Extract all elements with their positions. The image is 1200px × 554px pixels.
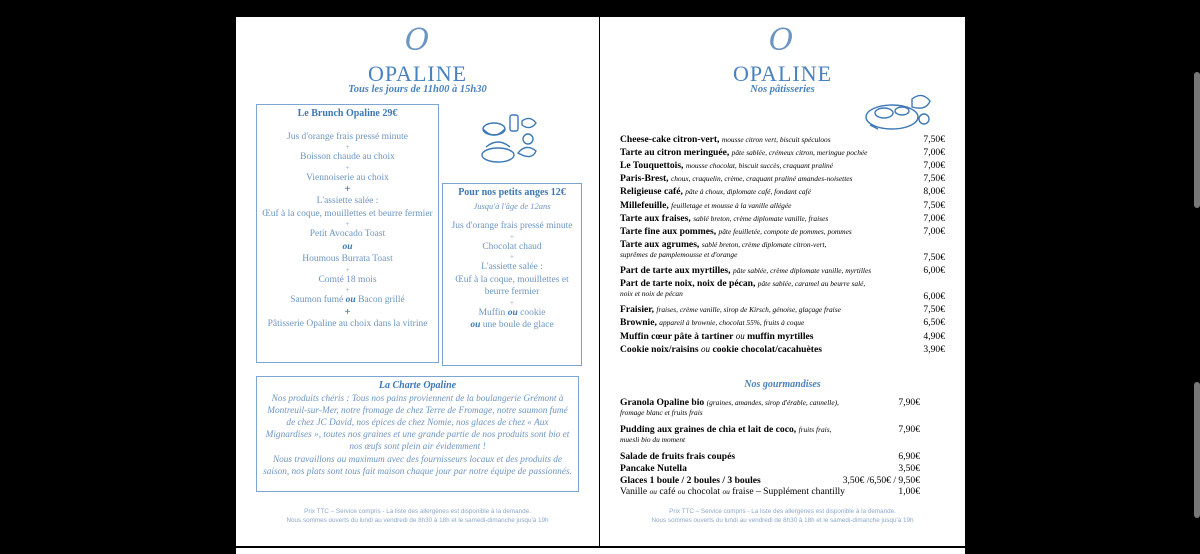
gourmandise-row	[620, 475, 920, 486]
pastry-price: 7,50€	[923, 134, 945, 145]
gourmandise-price: 7,90€	[898, 397, 920, 408]
pastry-name: cookie chocolat/cacahuètes	[712, 343, 822, 355]
charter-title: La Charte Opaline	[378, 380, 457, 391]
brunch-title: Le Brunch Opaline 29€	[297, 108, 398, 119]
brand-title: OPALINE	[367, 61, 468, 86]
gourmandise-desc: muesli bio du moment	[620, 435, 686, 444]
pastry-price: 8,00€	[923, 186, 945, 198]
plus-sign: +	[510, 298, 514, 307]
pastry-name: Tarte au citron meringuée,	[620, 147, 730, 159]
gourmandise-desc: fruits frais,	[798, 425, 832, 434]
pastry-illustration	[862, 89, 936, 133]
plus-sign: +	[510, 232, 514, 241]
kids-item-part: Muffin	[478, 307, 506, 318]
pastry-name: Part de tarte noix, noix de pécan,	[620, 278, 756, 290]
pastry-price: 7,50€	[923, 251, 945, 263]
hours-subtitle: Tous les jours de 11h00 à 15h30	[348, 84, 487, 95]
footer	[600, 507, 965, 525]
kids-box	[442, 183, 582, 366]
kids-title: Pour nos petits anges 12€	[458, 187, 566, 198]
or-label: ou	[649, 487, 657, 497]
pastry-name: Muffin cœur pâte à tartiner	[620, 330, 734, 342]
pastry-row	[620, 331, 945, 342]
gourmandise-name: Pudding aux graines de chia et lait de coco,	[620, 424, 797, 435]
item-part: café	[659, 486, 676, 498]
gourmandise-row	[620, 451, 920, 462]
pastry-row	[620, 186, 945, 197]
brunch-item-part: Saumon fumé	[290, 295, 344, 305]
pastry-name: Brownie,	[620, 317, 657, 329]
footer-line: Nous sommes ouverts du lundi au vendredi de 8h30 à 18h et le samedi-dimanche jusqu'à 19h	[286, 517, 549, 524]
pastry-price: 4,90€	[923, 330, 945, 342]
pastry-row	[620, 200, 945, 211]
pastry-row	[620, 238, 945, 263]
pastry-desc: mousse chocolat, biscuit succès, craquant praliné	[685, 161, 834, 171]
brunch-item: Petit Avocado Toast	[309, 229, 386, 239]
item-part: chocolat	[687, 486, 721, 498]
footer	[236, 507, 599, 525]
scrollbar-thumb-top[interactable]	[1194, 72, 1200, 208]
pastry-price: 7,00€	[923, 212, 945, 224]
plus-sign: +	[345, 286, 350, 294]
gourmandise-desc: (graines, amandes, sirop d'érable, cannelle),	[706, 398, 839, 407]
brand-title: OPALINE	[732, 61, 833, 86]
pastry-desc: pâte feuilletée, compote de pommes, pommes	[718, 226, 852, 236]
pastry-desc: appareil à brownie, chocolat 55%, fruits à coque	[659, 318, 805, 328]
brunch-item-part: Bacon grillé	[358, 295, 405, 305]
pastry-name: Tarte aux fraises,	[620, 212, 691, 224]
pastry-price: 6,00€	[923, 291, 945, 303]
kids-item	[443, 319, 581, 332]
pastry-price: 7,50€	[923, 173, 945, 185]
pastry-row	[620, 134, 945, 145]
pastry-price: 7,50€	[923, 304, 945, 316]
pastry-desc: sablé breton, crème diplomate vanille, fraises	[693, 213, 829, 223]
gourmandise-price: 7,90€	[898, 424, 920, 435]
gourmandise-row	[620, 463, 920, 474]
pastry-desc: mousse citron vert, biscuit spéculoos	[721, 135, 831, 144]
pastry-name: Fraisier,	[620, 304, 655, 316]
charter-text: Nos produits chéris : Tous nos pains proviennent de la boulangerie Grémont à Montreuil-sur-Mer, notre fromage de chez Terre de Fromage, notre saumon fumé de chez JC David, nos épices de chez Nomie, nos glaces de chez « Aux Mignardises », toutes nos graines et une grande partie de nos produits sont bio et nos œufs sont plein air évidemment !	[265, 393, 570, 453]
pastry-name: Part de tarte aux myrtilles,	[620, 265, 731, 276]
footer-line: Prix TTC – Service compris - La liste des allergènes est disponible à la demande.	[669, 508, 896, 515]
brunch-box	[256, 104, 439, 363]
brunch-item: Pâtisserie Opaline au choix dans la vitrine	[267, 318, 428, 329]
charter-box	[256, 376, 579, 492]
plus-sign: +	[510, 253, 514, 261]
or-label: ou	[342, 241, 353, 252]
pastry-row	[620, 173, 945, 184]
pastry-price: 3,90€	[923, 343, 945, 355]
brunch-item: Boisson chaude au choix	[300, 152, 395, 162]
brunch-item: Viennoiserie au choix	[306, 172, 389, 183]
plus-sign: +	[345, 265, 350, 274]
pastry-desc: sablé breton, crème diplomate citron-vert,	[701, 239, 827, 249]
pastry-desc: noix et noix de pécan	[620, 289, 683, 299]
breakfast-illustration	[468, 109, 548, 171]
opaline-logo: O	[768, 23, 794, 58]
next-page-edge	[236, 548, 965, 554]
pastry-name: Le Touquettois,	[620, 160, 684, 172]
charter-text: Nous travaillons au maximum avec des fournisseurs locaux et des produits de saison, nos plats sont tous fait maison chaque jour par notre équipe de passionnés.	[263, 454, 572, 477]
plus-sign: +	[345, 163, 350, 172]
pastry-name: Religieuse café,	[620, 186, 683, 198]
pastry-row	[620, 304, 945, 315]
footer-line: Nous sommes ouverts du lundi au vendredi de 8h30 à 18h et le samedi-dimanche jusqu'à 19h	[651, 517, 914, 524]
pastry-name: Millefeuille,	[620, 199, 669, 211]
pastry-price: 7,50€	[923, 199, 945, 211]
plus-sign: +	[345, 143, 350, 151]
gourmandise-row	[620, 397, 920, 417]
pastry-row	[620, 147, 945, 158]
pastry-name: Tarte fine aux pommes,	[620, 225, 717, 237]
footer-line: Prix TTC – Service compris - La liste des allergènes est disponible à la demande.	[304, 508, 531, 515]
pastry-desc: pâte à choux, diplomate café, fondant café	[685, 187, 811, 197]
kids-item: L'assiette salée :	[481, 262, 543, 272]
pastry-name: Cookie noix/raisins	[620, 343, 699, 355]
or-label: ou	[701, 343, 711, 354]
plus-sign: +	[344, 183, 351, 195]
or-label: ou	[735, 330, 745, 341]
gourmandise-desc: fromage blanc et fruits frais	[620, 408, 703, 417]
brunch-item: L'assiette salée :	[316, 196, 379, 206]
pastry-desc: choux, craquelin, crème, craquant praliné amandes-noisettes	[670, 174, 853, 184]
menu-page-pastries	[600, 17, 965, 546]
or-label: ou	[470, 320, 481, 330]
gourmandise-price: 1,00€	[898, 486, 920, 498]
or-label: ou	[345, 295, 356, 305]
pastry-desc: feuilletage et mousse à la vanille allégée	[671, 200, 792, 210]
pastry-row	[620, 213, 945, 224]
gourmandises-title: Nos gourmandises	[744, 379, 821, 390]
or-label: ou	[507, 307, 518, 318]
pastry-desc: pâte sablée, crème diplomate vanille, myrtilles	[732, 266, 872, 275]
pastry-row	[620, 278, 945, 303]
gourmandise-price: 3,50€	[898, 462, 920, 474]
pastry-price: 7,00€	[923, 160, 945, 172]
kids-item: Œuf à la coque, mouillettes et beurre fermier	[455, 274, 569, 297]
gourmandise-name: Glaces 1 boule / 2 boules / 3 boules	[620, 474, 761, 486]
kids-item	[443, 307, 581, 320]
pastry-row	[620, 317, 945, 328]
pastry-row	[620, 160, 945, 171]
gourmandise-name: Pancake Nutella	[620, 462, 687, 474]
item-part: Vanille	[620, 486, 648, 498]
scrollbar-thumb-bottom[interactable]	[1194, 382, 1200, 518]
menu-page-brunch	[236, 17, 599, 546]
brunch-item: Comté 18 mois	[318, 274, 377, 285]
pastry-price: 6,00€	[923, 265, 945, 276]
plus-sign: +	[345, 220, 350, 228]
opaline-logo: O	[404, 23, 430, 58]
gourmandise-price: 6,90€	[898, 451, 920, 462]
pastry-name: Tarte aux agrumes,	[620, 238, 700, 250]
pastry-desc: suprêmes de pamplemousse et d'orange	[620, 249, 738, 259]
pastry-name: muffin myrtilles	[747, 330, 814, 342]
pastry-price: 7,00€	[923, 225, 945, 237]
kids-item: Jus d'orange frais pressé minute	[451, 221, 573, 231]
brunch-item	[257, 294, 438, 307]
gourmandise-row	[620, 424, 920, 444]
kids-item: Chocolat chaud	[482, 241, 542, 252]
kids-item-part: cookie	[520, 307, 546, 318]
pastry-name: Paris-Brest,	[620, 173, 669, 185]
gourmandise-name: Granola Opaline bio	[620, 397, 705, 408]
pastry-desc: fraises, crème vanille, sirop de Kirsch, génoise, glaçage fraise	[656, 305, 841, 315]
brunch-item: Œuf à la coque, mouillettes et beurre fermier	[262, 208, 433, 219]
pastry-desc: pâte sablée, crémeux citron, meringue pochée	[731, 148, 868, 158]
pastry-desc: pâte sablée, caramel au beurre salé,	[757, 279, 866, 289]
gourmandise-price: 3,50€ /6,50€ / 9,50€	[842, 474, 920, 486]
pastry-row	[620, 226, 945, 237]
pastry-price: 6,50€	[923, 317, 945, 329]
brunch-item: Jus d'orange frais pressé minute	[287, 131, 408, 142]
kids-age: Jusqu'à l'âge de 12ans	[473, 200, 551, 211]
pastry-row	[620, 265, 945, 276]
item-part: fraise – Supplément chantilly	[732, 486, 845, 498]
gourmandise-name: Salade de fruits frais coupés	[620, 451, 736, 462]
pastry-price: 7,00€	[923, 147, 945, 159]
pastry-name: Cheese-cake citron-vert,	[620, 134, 720, 145]
brunch-item: Houmous Burrata Toast	[302, 254, 393, 264]
or-label: ou	[677, 487, 686, 497]
plus-sign: +	[344, 305, 351, 318]
kids-item-part: une boule de glace	[482, 320, 554, 330]
pastry-row	[620, 344, 945, 355]
or-label: ou	[722, 487, 730, 497]
gourmandise-row	[620, 486, 920, 497]
section-subtitle: Nos pâtisseries	[750, 84, 815, 95]
